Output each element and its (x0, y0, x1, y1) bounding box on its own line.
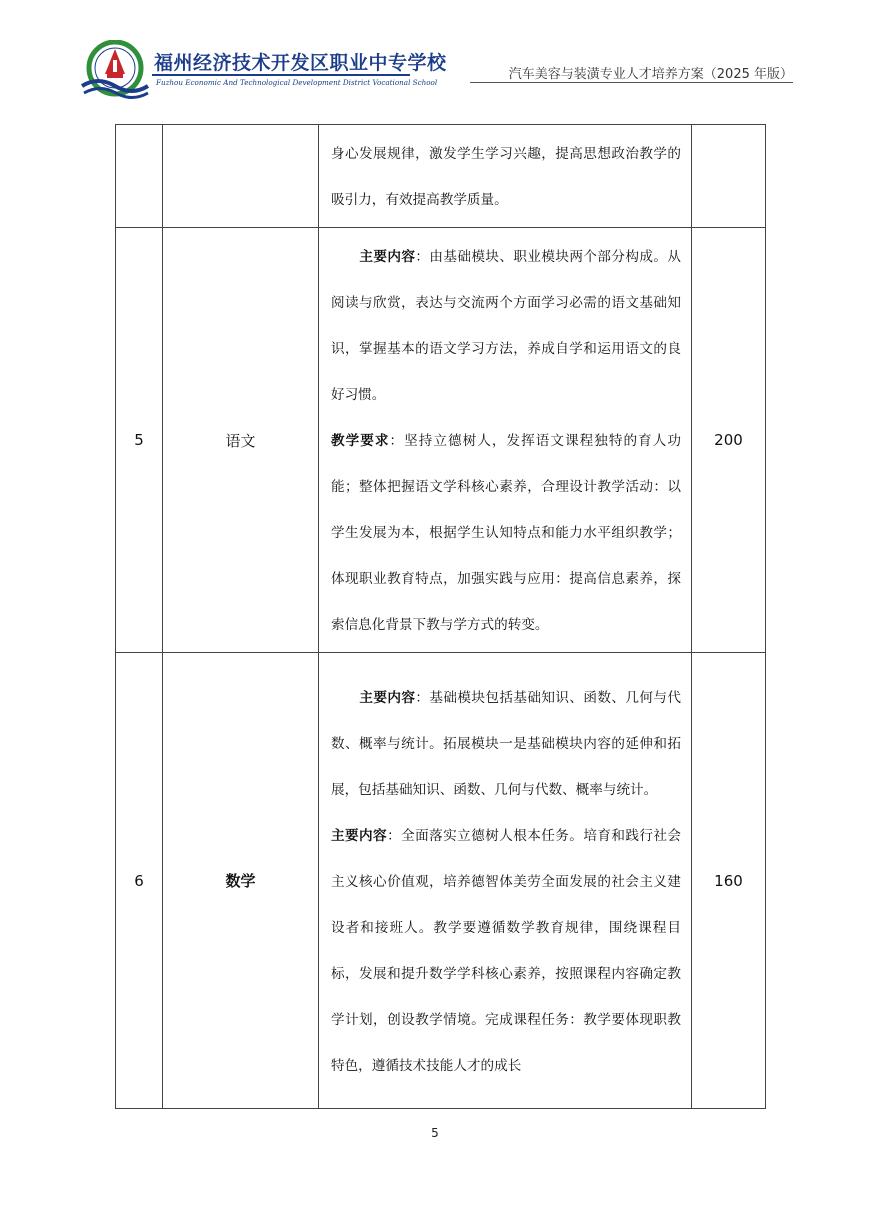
paragraph-text: ：基础模块包括基础知识、函数、几何与代数、概率与统计。拓展模块一是基础模块内容的延伸和拓展，包括基础知识、函数、几何与代数、概率与统计。 (331, 689, 681, 798)
course-description (319, 653, 692, 1109)
school-name-en: Fuzhou Economic And Technological Development District Vocational School (156, 78, 438, 87)
course-hours: 200 (692, 228, 766, 653)
paragraph-label: 主要内容 (331, 827, 388, 844)
table-row (116, 653, 766, 1109)
course-number: 5 (116, 228, 163, 653)
course-number: 6 (116, 653, 163, 1109)
page-number: 5 (431, 1126, 439, 1140)
paragraph-label: 主要内容 (359, 689, 416, 706)
description-paragraph (331, 675, 681, 813)
description-paragraph (331, 234, 681, 418)
table-row (116, 125, 766, 228)
header-divider (470, 82, 793, 83)
course-name: 语文 (163, 228, 319, 653)
course-name (163, 125, 319, 228)
paragraph-text: 身心发展规律，激发学生学习兴趣，提高思想政治教学的吸引力，有效提高教学质量。 (331, 146, 681, 208)
course-number (116, 125, 163, 228)
school-logo-icon (80, 40, 150, 102)
course-hours: 160 (692, 653, 766, 1109)
paragraph-label: 主要内容 (359, 249, 416, 265)
paragraph-text: ：由基础模块、职业模块两个部分构成。从阅读与欣赏，表达与交流两个方面学习必需的语文基础知识，掌握基本的语文学习方法，养成自学和运用语文的良好习惯。 (331, 249, 681, 403)
course-description (319, 125, 692, 228)
course-name: 数学 (163, 653, 319, 1109)
paragraph-text: ：坚持立德树人，发挥语文课程独特的育人功能；整体把握语文学科核心素养，合理设计教学活动：以学生发展为本，根据学生认知特点和能力水平组织教学；体现职业教育特点，加强实践与应用：提高信息素养，探索信息化背景下教与学方式的转变。 (331, 433, 682, 633)
logo-underline (152, 74, 410, 76)
course-description (319, 228, 692, 653)
paragraph-label: 教学要求 (331, 433, 390, 449)
paragraph-text: ：全面落实立德树人根本任务。培育和践行社会主义核心价值观，培养德智体美劳全面发展的社会主义建设者和接班人。教学要遵循数学教育规律，围绕课程目标，发展和提升数学学科核心素养，按照课程内容确定教学计划，创设教学情境。完成课程任务：教学要体现职教特色，遵循技术技能人才的成长 (331, 827, 682, 1074)
table-row (116, 228, 766, 653)
course-hours (692, 125, 766, 228)
course-table (115, 124, 766, 1109)
school-name-cn: 福州经济技术开发区职业中专学校 (154, 52, 447, 74)
page-header (0, 0, 870, 110)
description-paragraph (331, 131, 681, 223)
description-paragraph (331, 813, 681, 1089)
description-paragraph (331, 418, 681, 648)
document-title: 汽车美容与装潢专业人才培养方案（2025 年版） (508, 67, 793, 82)
